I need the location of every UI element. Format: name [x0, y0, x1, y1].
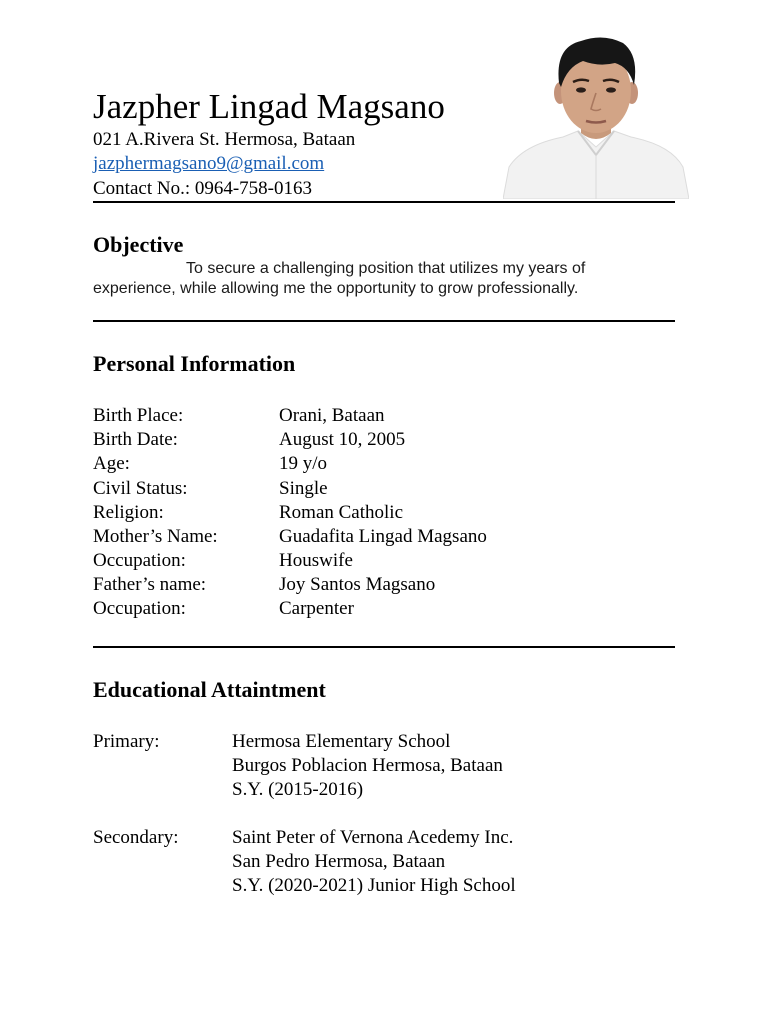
- applicant-name: Jazpher Lingad Magsano: [93, 87, 445, 126]
- divider: [93, 201, 675, 203]
- address: 021 A.Rivera St. Hermosa, Bataan: [93, 129, 356, 150]
- info-value: Joy Santos Magsano: [279, 574, 436, 595]
- school-year: S.Y. (2015-2016): [232, 779, 364, 800]
- school-address: San Pedro Hermosa, Bataan: [232, 851, 446, 872]
- school-name: Hermosa Elementary School: [232, 731, 451, 752]
- info-label: Civil Status:: [93, 478, 188, 499]
- divider: [93, 646, 675, 648]
- portrait-illustration: [503, 27, 689, 199]
- info-value: August 10, 2005: [279, 429, 406, 450]
- profile-photo: [503, 27, 689, 199]
- personal-info-heading: Personal Information: [93, 351, 296, 376]
- contact-number: Contact No.: 0964-758-0163: [93, 178, 313, 199]
- school-year: S.Y. (2020-2021) Junior High School: [232, 875, 516, 896]
- info-value: Roman Catholic: [279, 502, 404, 523]
- info-value: 19 y/o: [279, 453, 328, 474]
- email-link[interactable]: jazphermagsano9@gmail.com: [93, 153, 325, 174]
- info-label: Father’s name:: [93, 574, 207, 595]
- divider: [93, 320, 675, 322]
- info-label: Occupation:: [93, 598, 186, 619]
- info-value: Carpenter: [279, 598, 354, 619]
- info-label: Birth Date:: [93, 429, 178, 450]
- info-value: Orani, Bataan: [279, 405, 385, 426]
- education-level-label: Primary:: [93, 731, 160, 752]
- info-label: Occupation:: [93, 550, 186, 571]
- school-address: Burgos Poblacion Hermosa, Bataan: [232, 755, 503, 776]
- info-value: Single: [279, 478, 328, 499]
- education-heading: Educational Attaintment: [93, 677, 326, 702]
- info-value: Houswife: [279, 550, 353, 571]
- info-label: Birth Place:: [93, 405, 184, 426]
- objective-text: To secure a challenging position that utilizes my years of experience, while allowing me the opportunity to grow professionally.: [93, 260, 586, 297]
- info-label: Religion:: [93, 502, 164, 523]
- objective-heading: Objective: [93, 232, 184, 257]
- school-name: Saint Peter of Vernona Acedemy Inc.: [232, 827, 514, 848]
- education-level-label: Secondary:: [93, 827, 179, 848]
- info-label: Age:: [93, 453, 130, 474]
- info-value: Guadafita Lingad Magsano: [279, 526, 487, 547]
- info-label: Mother’s Name:: [93, 526, 218, 547]
